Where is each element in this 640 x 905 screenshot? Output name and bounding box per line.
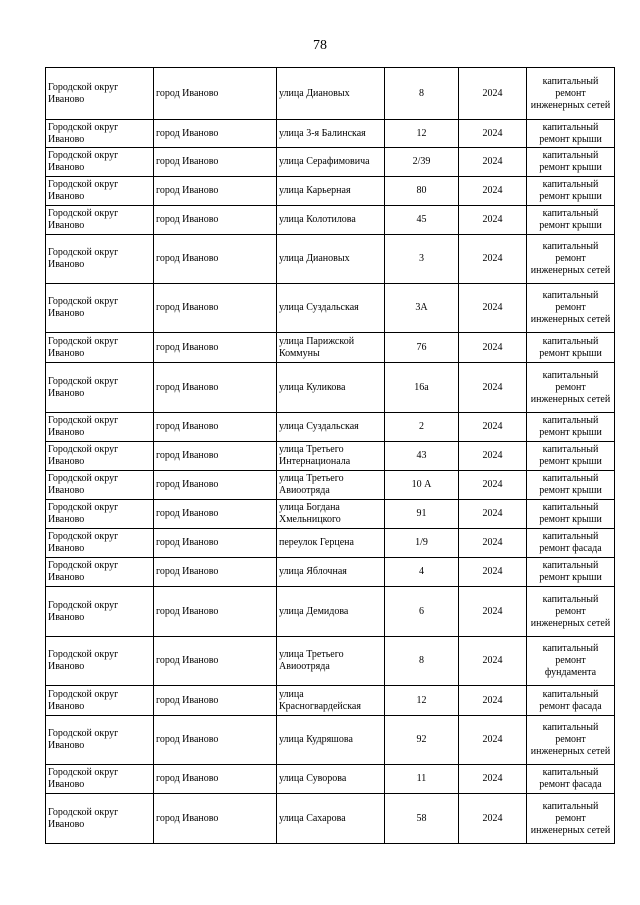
table-row bbox=[46, 120, 615, 148]
street-cell: улица Кудряшова bbox=[277, 716, 385, 765]
house-cell: 8 bbox=[385, 68, 459, 120]
okrug-cell: Городской округ Иваново bbox=[46, 765, 154, 794]
okrug-cell: Городской округ Иваново bbox=[46, 235, 154, 284]
okrug-cell: Городской округ Иваново bbox=[46, 558, 154, 587]
year-cell: 2024 bbox=[459, 177, 527, 206]
house-cell: 43 bbox=[385, 442, 459, 471]
okrug-cell: Городской округ Иваново bbox=[46, 716, 154, 765]
okrug-cell: Городской округ Иваново bbox=[46, 637, 154, 686]
work-type-cell: капитальный ремонт крыши bbox=[527, 500, 615, 529]
work-type-cell: капитальный ремонт фасада bbox=[527, 529, 615, 558]
street-cell: улица Парижской Коммуны bbox=[277, 333, 385, 363]
okrug-cell: Городской округ Иваново bbox=[46, 413, 154, 442]
city-cell: город Иваново bbox=[154, 148, 277, 177]
street-cell: улица Яблочная bbox=[277, 558, 385, 587]
city-cell: город Иваново bbox=[154, 637, 277, 686]
house-cell: 1/9 bbox=[385, 529, 459, 558]
house-cell: 12 bbox=[385, 686, 459, 716]
okrug-cell: Городской округ Иваново bbox=[46, 471, 154, 500]
street-cell: улица Колотилова bbox=[277, 206, 385, 235]
house-cell: 10 А bbox=[385, 471, 459, 500]
year-cell: 2024 bbox=[459, 558, 527, 587]
city-cell: город Иваново bbox=[154, 206, 277, 235]
city-cell: город Иваново bbox=[154, 529, 277, 558]
house-cell: 58 bbox=[385, 794, 459, 844]
house-cell: 4 bbox=[385, 558, 459, 587]
work-type-cell: капитальный ремонт крыши bbox=[527, 177, 615, 206]
okrug-cell: Городской округ Иваново bbox=[46, 363, 154, 413]
city-cell: город Иваново bbox=[154, 120, 277, 148]
year-cell: 2024 bbox=[459, 413, 527, 442]
table-row bbox=[46, 148, 615, 177]
house-cell: 76 bbox=[385, 333, 459, 363]
okrug-cell: Городской округ Иваново bbox=[46, 587, 154, 637]
okrug-cell: Городской округ Иваново bbox=[46, 284, 154, 333]
city-cell: город Иваново bbox=[154, 765, 277, 794]
table-row bbox=[46, 284, 615, 333]
year-cell: 2024 bbox=[459, 284, 527, 333]
house-cell: 3 bbox=[385, 235, 459, 284]
house-cell: 8 bbox=[385, 637, 459, 686]
city-cell: город Иваново bbox=[154, 177, 277, 206]
year-cell: 2024 bbox=[459, 120, 527, 148]
table-row bbox=[46, 529, 615, 558]
year-cell: 2024 bbox=[459, 637, 527, 686]
work-type-cell: капитальный ремонт инженерных сетей bbox=[527, 363, 615, 413]
work-type-cell: капитальный ремонт крыши bbox=[527, 442, 615, 471]
okrug-cell: Городской округ Иваново bbox=[46, 148, 154, 177]
city-cell: город Иваново bbox=[154, 235, 277, 284]
city-cell: город Иваново bbox=[154, 686, 277, 716]
city-cell: город Иваново bbox=[154, 442, 277, 471]
page-number: 78 bbox=[313, 38, 327, 53]
house-cell: 6 bbox=[385, 587, 459, 637]
year-cell: 2024 bbox=[459, 500, 527, 529]
work-type-cell: капитальный ремонт фасада bbox=[527, 765, 615, 794]
work-type-cell: капитальный ремонт инженерных сетей bbox=[527, 587, 615, 637]
city-cell: город Иваново bbox=[154, 363, 277, 413]
year-cell: 2024 bbox=[459, 68, 527, 120]
street-cell: улица Серафимовича bbox=[277, 148, 385, 177]
work-type-cell: капитальный ремонт инженерных сетей bbox=[527, 716, 615, 765]
year-cell: 2024 bbox=[459, 794, 527, 844]
okrug-cell: Городской округ Иваново bbox=[46, 442, 154, 471]
street-cell: улица Карьерная bbox=[277, 177, 385, 206]
city-cell: город Иваново bbox=[154, 413, 277, 442]
okrug-cell: Городской округ Иваново bbox=[46, 686, 154, 716]
street-cell: улица Третьего Авиоотряда bbox=[277, 637, 385, 686]
street-cell: улица Куликова bbox=[277, 363, 385, 413]
street-cell: улица Демидова bbox=[277, 587, 385, 637]
repair-registry-table bbox=[45, 67, 615, 844]
table-row bbox=[46, 637, 615, 686]
table-row bbox=[46, 716, 615, 765]
table-row bbox=[46, 794, 615, 844]
table-row bbox=[46, 363, 615, 413]
okrug-cell: Городской округ Иваново bbox=[46, 500, 154, 529]
year-cell: 2024 bbox=[459, 587, 527, 637]
work-type-cell: капитальный ремонт инженерных сетей bbox=[527, 68, 615, 120]
house-cell: 12 bbox=[385, 120, 459, 148]
work-type-cell: капитальный ремонт крыши bbox=[527, 413, 615, 442]
house-cell: 2 bbox=[385, 413, 459, 442]
work-type-cell: капитальный ремонт инженерных сетей bbox=[527, 284, 615, 333]
work-type-cell: капитальный ремонт фундамента bbox=[527, 637, 615, 686]
street-cell: улица Суздальская bbox=[277, 413, 385, 442]
year-cell: 2024 bbox=[459, 206, 527, 235]
year-cell: 2024 bbox=[459, 442, 527, 471]
house-cell: 11 bbox=[385, 765, 459, 794]
work-type-cell: капитальный ремонт крыши bbox=[527, 206, 615, 235]
city-cell: город Иваново bbox=[154, 587, 277, 637]
table-row bbox=[46, 235, 615, 284]
house-cell: 80 bbox=[385, 177, 459, 206]
table-row bbox=[46, 558, 615, 587]
work-type-cell: капитальный ремонт крыши bbox=[527, 558, 615, 587]
okrug-cell: Городской округ Иваново bbox=[46, 794, 154, 844]
table-row bbox=[46, 686, 615, 716]
work-type-cell: капитальный ремонт фасада bbox=[527, 686, 615, 716]
year-cell: 2024 bbox=[459, 529, 527, 558]
city-cell: город Иваново bbox=[154, 284, 277, 333]
city-cell: город Иваново bbox=[154, 716, 277, 765]
year-cell: 2024 bbox=[459, 765, 527, 794]
street-cell: улица Сахарова bbox=[277, 794, 385, 844]
city-cell: город Иваново bbox=[154, 68, 277, 120]
table-row bbox=[46, 333, 615, 363]
street-cell: улица Третьего Интернационала bbox=[277, 442, 385, 471]
street-cell: улица Диановых bbox=[277, 235, 385, 284]
city-cell: город Иваново bbox=[154, 794, 277, 844]
okrug-cell: Городской округ Иваново bbox=[46, 68, 154, 120]
street-cell: улица Богдана Хмельницкого bbox=[277, 500, 385, 529]
street-cell: улица Суздальская bbox=[277, 284, 385, 333]
year-cell: 2024 bbox=[459, 716, 527, 765]
year-cell: 2024 bbox=[459, 235, 527, 284]
work-type-cell: капитальный ремонт инженерных сетей bbox=[527, 794, 615, 844]
table-row bbox=[46, 177, 615, 206]
okrug-cell: Городской округ Иваново bbox=[46, 120, 154, 148]
year-cell: 2024 bbox=[459, 686, 527, 716]
city-cell: город Иваново bbox=[154, 333, 277, 363]
table-row bbox=[46, 206, 615, 235]
street-cell: улица 3-я Балинская bbox=[277, 120, 385, 148]
work-type-cell: капитальный ремонт крыши bbox=[527, 120, 615, 148]
year-cell: 2024 bbox=[459, 148, 527, 177]
okrug-cell: Городской округ Иваново bbox=[46, 333, 154, 363]
street-cell: улица Суворова bbox=[277, 765, 385, 794]
work-type-cell: капитальный ремонт крыши bbox=[527, 148, 615, 177]
table-row bbox=[46, 68, 615, 120]
table-row bbox=[46, 587, 615, 637]
work-type-cell: капитальный ремонт инженерных сетей bbox=[527, 235, 615, 284]
year-cell: 2024 bbox=[459, 471, 527, 500]
table-row bbox=[46, 413, 615, 442]
street-cell: улица Красногвардейская bbox=[277, 686, 385, 716]
street-cell: улица Третьего Авиоотряда bbox=[277, 471, 385, 500]
year-cell: 2024 bbox=[459, 333, 527, 363]
house-cell: 91 bbox=[385, 500, 459, 529]
street-cell: улица Диановых bbox=[277, 68, 385, 120]
house-cell: 92 bbox=[385, 716, 459, 765]
house-cell: 2/39 bbox=[385, 148, 459, 177]
house-cell: 16а bbox=[385, 363, 459, 413]
table-row bbox=[46, 471, 615, 500]
table-row bbox=[46, 442, 615, 471]
house-cell: 3А bbox=[385, 284, 459, 333]
city-cell: город Иваново bbox=[154, 558, 277, 587]
okrug-cell: Городской округ Иваново bbox=[46, 206, 154, 235]
year-cell: 2024 bbox=[459, 363, 527, 413]
table-row bbox=[46, 765, 615, 794]
street-cell: переулок Герцена bbox=[277, 529, 385, 558]
work-type-cell: капитальный ремонт крыши bbox=[527, 471, 615, 500]
work-type-cell: капитальный ремонт крыши bbox=[527, 333, 615, 363]
city-cell: город Иваново bbox=[154, 471, 277, 500]
okrug-cell: Городской округ Иваново bbox=[46, 529, 154, 558]
table-row bbox=[46, 500, 615, 529]
house-cell: 45 bbox=[385, 206, 459, 235]
okrug-cell: Городской округ Иваново bbox=[46, 177, 154, 206]
city-cell: город Иваново bbox=[154, 500, 277, 529]
